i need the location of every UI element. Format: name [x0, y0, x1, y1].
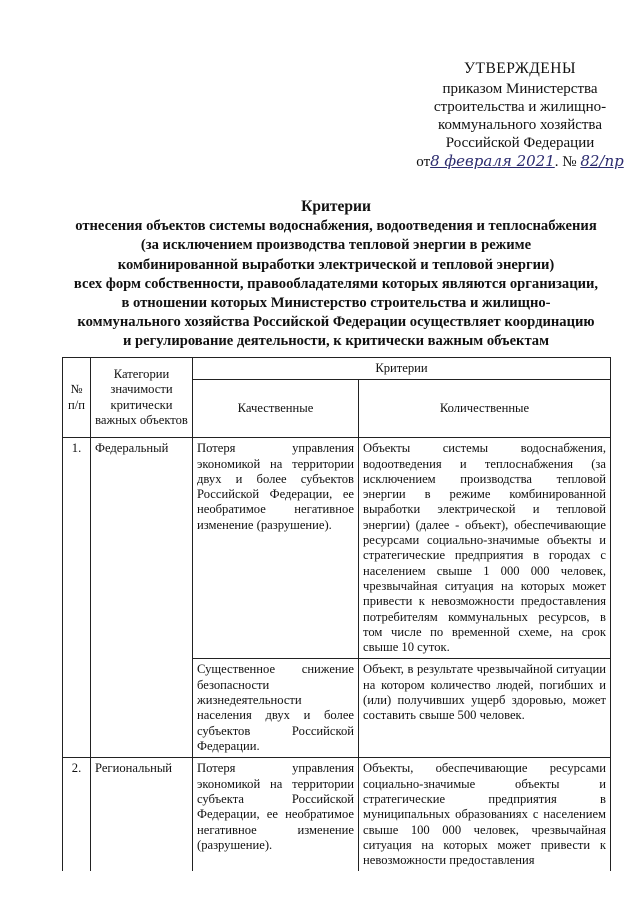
- title-line: отнесения объектов системы водоснабжения, водоотведения и теплоснабжения: [75, 218, 597, 235]
- row-num: 2.: [63, 758, 91, 872]
- title-line: всех форм собственности, правообладателями которых являются организации,: [73, 275, 599, 292]
- header-category: Категории значимости критически важных объектов: [91, 358, 193, 438]
- row-category: Региональный: [91, 758, 193, 872]
- row-num: 1.: [63, 438, 91, 758]
- number-prefix: . №: [554, 154, 577, 170]
- title-line: (за исключением производства тепловой энергии в режиме: [140, 237, 532, 254]
- approval-line: коммунального хозяйства: [438, 117, 602, 133]
- row-category: Федеральный: [91, 438, 193, 758]
- document-title: [40, 197, 632, 352]
- table-row: [63, 438, 611, 659]
- row-quantitative-text: Объекты, обеспечивающие ресурсами социально-значимые объекты и стратегические предприятия в муниципальных образованиях с населением свыше 100 000 человек, чрезвычайная ситуация на которых может привести к невозможности предоставления: [363, 761, 606, 868]
- row-quantitative: Объекты системы водоснабжения, водоотведения и теплоснабжения (за исключением производства тепловой энергии в режиме комбинированной выработки электрической и тепловой энергии) (далее - объект), обеспечивающие ресурсами социально-значимые объекты и стратегические предприятия в городах с населением свыше 1 000 000 человек, чрезвычайная ситуация на которых может привести к невозможности предоставления потребителям коммунальных ресурсов, в том числе по временной схеме, на срок свыше 10 суток.: [359, 438, 611, 659]
- header-num: № п/п: [63, 358, 91, 438]
- approval-line: приказом Министерства: [442, 81, 598, 97]
- approval-heading: УТВЕРЖДЕНЫ: [464, 60, 576, 77]
- header-qualitative: Качественные: [193, 380, 359, 438]
- handwritten-number: 82/пр: [580, 152, 624, 170]
- approval-line: строительства и жилищно-: [433, 99, 607, 115]
- row-quantitative: [359, 758, 611, 872]
- approval-stamp: [410, 60, 630, 171]
- header-criteria: Критерии: [193, 358, 611, 380]
- approval-date-line: [410, 152, 630, 171]
- criteria-table: [62, 357, 610, 871]
- date-prefix: от: [416, 154, 431, 170]
- title-heading: Критерии: [301, 198, 371, 215]
- table-row: [63, 758, 611, 872]
- row-quantitative: Объект, в результате чрезвычайной ситуации на котором количество людей, погибших и (или) получивших ущерб здоровью, может составить свыше 500 человек.: [359, 659, 611, 758]
- title-line: и регулирование деятельности, к критически важным объектам: [122, 333, 550, 350]
- approval-line: Российской Федерации: [445, 135, 595, 151]
- title-line: коммунального хозяйства Российской Федерации осуществляет координацию: [77, 314, 595, 331]
- row-qualitative: Потеря управления экономикой на территории субъекта Российской Федерации, ее необратимое негативное изменение (разрушение).: [193, 758, 359, 872]
- handwritten-date: 8 февраля 2021: [430, 152, 555, 170]
- title-line: комбинированной выработки электрической и тепловой энергии): [117, 256, 555, 273]
- row-qualitative: Потеря управления экономикой на территории двух и более субъектов Российской Федерации, ее необратимое негативное изменение (разрушение).: [193, 438, 359, 659]
- title-line: в отношении которых Министерство строительства и жилищно-: [121, 295, 551, 312]
- header-quantitative: Количественные: [359, 380, 611, 438]
- row-qualitative: Существенное снижение безопасности жизнедеятельности населения двух и более субъектов Российской Федерации.: [193, 659, 359, 758]
